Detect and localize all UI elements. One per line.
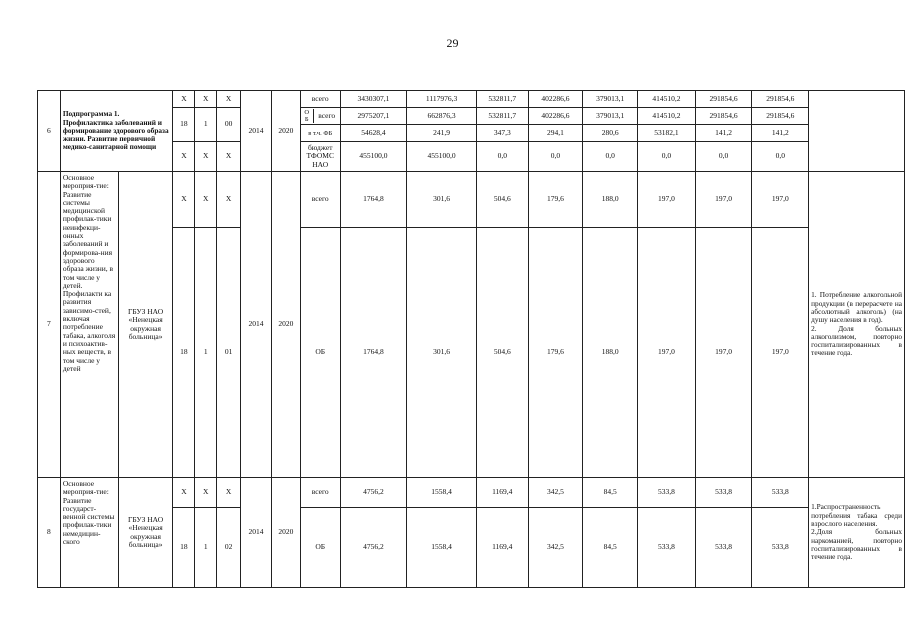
value-cell: 379013,1 — [583, 91, 638, 108]
value-cell: 414510,2 — [638, 108, 696, 125]
value-cell: 1764,8 — [340, 172, 407, 228]
value-cell: 1558,4 — [407, 508, 477, 588]
code-cell: Х — [173, 91, 195, 108]
row-8-number: 8 — [38, 478, 61, 588]
row-8-year-end: 2020 — [271, 478, 300, 588]
value-cell: 197,0 — [638, 172, 696, 228]
value-cell: 342,5 — [528, 508, 583, 588]
value-cell: 1117976,3 — [407, 91, 477, 108]
code-cell: Х — [195, 478, 217, 508]
value-cell: 533,8 — [695, 478, 752, 508]
row-7-executor: ГБУЗ НАО «Ненецкая окружная больница» — [118, 172, 173, 478]
value-cell: 504,6 — [476, 172, 528, 228]
value-cell: 0,0 — [528, 142, 583, 172]
code-cell: Х — [173, 172, 195, 228]
row-6-year-end: 2020 — [271, 91, 300, 172]
value-cell: 4756,2 — [340, 478, 407, 508]
row-7-year-end: 2020 — [271, 172, 300, 478]
value-cell: 532811,7 — [476, 108, 528, 125]
code-cell: 18 — [173, 108, 195, 142]
ob-label: О Б — [301, 109, 314, 123]
value-cell: 533,8 — [638, 478, 696, 508]
row-7-number: 7 — [38, 172, 61, 478]
value-cell: 54628,4 — [340, 125, 407, 142]
value-cell: 402286,6 — [528, 91, 583, 108]
value-cell: 141,2 — [752, 125, 809, 142]
code-cell: Х — [173, 142, 195, 172]
source-label: ОБ — [300, 228, 340, 478]
value-cell: 533,8 — [752, 508, 809, 588]
source-label: всего — [300, 478, 340, 508]
code-cell: 01 — [217, 228, 241, 478]
code-cell: 1 — [195, 228, 217, 478]
source-label: бюджет ТФОМС НАО — [300, 142, 340, 172]
code-cell: Х — [217, 478, 241, 508]
value-cell: 197,0 — [695, 172, 752, 228]
value-cell: 1169,4 — [476, 478, 528, 508]
row-6-indicators — [809, 91, 905, 172]
value-cell: 197,0 — [695, 228, 752, 478]
code-cell: Х — [217, 91, 241, 108]
value-cell: 53182,1 — [638, 125, 696, 142]
value-cell: 0,0 — [476, 142, 528, 172]
value-cell: 301,6 — [407, 172, 477, 228]
code-cell: 1 — [195, 508, 217, 588]
code-cell: 18 — [173, 228, 195, 478]
value-cell: 179,6 — [528, 228, 583, 478]
code-cell: Х — [217, 172, 241, 228]
row-7-name: Основное мероприя-тие: Развитие системы медицинской профилак-тики неинфекци-онных заболеваний и формирова-ния здорового образа жизни, в том числе у детей. Профилакти ка развития зависимо-стей, включая потребление табака, алкоголя и психоактив-ных веществ, в том числе у детей — [60, 172, 118, 478]
row-8-executor: ГБУЗ НАО «Ненецкая окружная больница» — [118, 478, 173, 588]
value-cell: 291854,6 — [695, 91, 752, 108]
code-cell: Х — [195, 172, 217, 228]
value-cell: 342,5 — [528, 478, 583, 508]
code-cell: 1 — [195, 108, 217, 142]
row-7-indicators: 1. Потребление алкогольной продукции (в перерасчете на абсолютный алкоголь) (на душу населения в год). 2. Доля больных алкоголизмом, повторно госпитализированных в течение года. — [809, 172, 905, 478]
value-cell: 84,5 — [583, 478, 638, 508]
code-cell: 00 — [217, 108, 241, 142]
value-cell: 402286,6 — [528, 108, 583, 125]
value-cell: 197,0 — [752, 228, 809, 478]
row-7-year-start: 2014 — [241, 172, 272, 478]
source-label: всего — [318, 110, 336, 120]
value-cell: 291854,6 — [695, 108, 752, 125]
value-cell: 280,6 — [583, 125, 638, 142]
value-cell: 347,3 — [476, 125, 528, 142]
source-label: всего — [300, 172, 340, 228]
value-cell: 3430307,1 — [340, 91, 407, 108]
value-cell: 197,0 — [638, 228, 696, 478]
row-6-year-start: 2014 — [241, 91, 272, 172]
value-cell: 188,0 — [583, 172, 638, 228]
ob-total-cell — [300, 108, 340, 125]
value-cell: 533,8 — [638, 508, 696, 588]
value-cell: 241,9 — [407, 125, 477, 142]
value-cell: 533,8 — [695, 508, 752, 588]
code-cell: Х — [195, 91, 217, 108]
value-cell: 533,8 — [752, 478, 809, 508]
code-cell: Х — [217, 142, 241, 172]
program-table — [37, 90, 905, 588]
source-label: всего — [300, 91, 340, 108]
code-cell: 02 — [217, 508, 241, 588]
value-cell: 455100,0 — [340, 142, 407, 172]
value-cell: 179,6 — [528, 172, 583, 228]
value-cell: 0,0 — [583, 142, 638, 172]
value-cell: 291854,6 — [752, 108, 809, 125]
value-cell: 504,6 — [476, 228, 528, 478]
value-cell: 455100,0 — [407, 142, 477, 172]
value-cell: 84,5 — [583, 508, 638, 588]
value-cell: 291854,6 — [752, 91, 809, 108]
value-cell: 379013,1 — [583, 108, 638, 125]
code-cell: 18 — [173, 508, 195, 588]
value-cell: 1764,8 — [340, 228, 407, 478]
row-6-name: Подпрограмма 1. Профилактика заболеваний и формирование здорового образа жизни. Развитие первичной медико-санитарной помощи — [60, 91, 173, 172]
value-cell: 188,0 — [583, 228, 638, 478]
row-8-year-start: 2014 — [241, 478, 272, 588]
source-label: в т.ч. ФБ — [300, 125, 340, 142]
value-cell: 0,0 — [638, 142, 696, 172]
value-cell: 301,6 — [407, 228, 477, 478]
value-cell: 4756,2 — [340, 508, 407, 588]
value-cell: 532811,7 — [476, 91, 528, 108]
value-cell: 197,0 — [752, 172, 809, 228]
code-cell: Х — [173, 478, 195, 508]
value-cell: 0,0 — [752, 142, 809, 172]
value-cell: 414510,2 — [638, 91, 696, 108]
code-cell: Х — [195, 142, 217, 172]
source-label: ОБ — [300, 508, 340, 588]
value-cell: 1169,4 — [476, 508, 528, 588]
page-number: 29 — [446, 36, 459, 50]
value-cell: 2975207,1 — [340, 108, 407, 125]
value-cell: 0,0 — [695, 142, 752, 172]
row-8-name: Основное мероприя-тие: Развитие государст-венной системы профилак-тики немедицин-ского — [60, 478, 118, 588]
row-8-indicators: 1.Распространенность потребления табака среди взрослого населения. 2.Доля больных наркоманией, повторно госпитализированных в течение года. — [809, 478, 905, 588]
value-cell: 662876,3 — [407, 108, 477, 125]
value-cell: 294,1 — [528, 125, 583, 142]
value-cell: 1558,4 — [407, 478, 477, 508]
row-6-number: 6 — [38, 91, 61, 172]
value-cell: 141,2 — [695, 125, 752, 142]
